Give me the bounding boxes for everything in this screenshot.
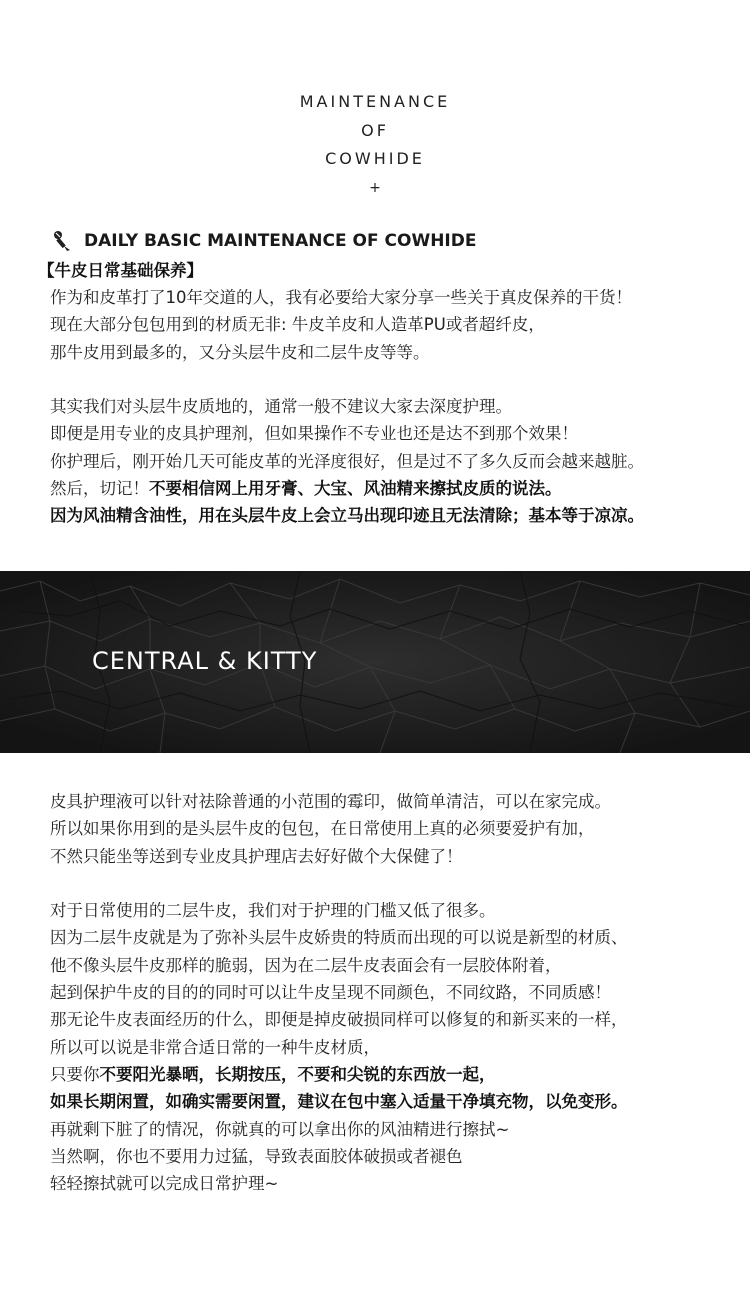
paragraph-line: 现在大部分包包用到的材质无非: 牛皮羊皮和人造革PU或者超纤皮， (50, 315, 545, 335)
paragraph-line: 轻轻擦拭就可以完成日常护理~ (50, 1174, 279, 1194)
paragraph-line: 作为和皮革打了10年交道的人，我有必要给大家分享一些关于真皮保养的干货！ (50, 288, 632, 307)
paragraph-line: 即便是用专业的皮具护理剂，但如果操作不专业也还是达不到那个效果！ (50, 424, 578, 444)
leather-tool-icon (50, 229, 74, 253)
paragraph-line (50, 502, 740, 529)
leather-banner (0, 571, 750, 753)
bold-advice: 如果长期闲置，如确实需要闲置，建议在包中塞入适量干净填充物，以免变形。 (50, 1092, 628, 1112)
paragraph-line (50, 1088, 740, 1115)
paragraph-line: 当然啊，你也不要用力过猛，导致表面胶体破损或者褪色 (50, 1146, 463, 1166)
title-line-cowhide: COWHIDE (325, 149, 425, 168)
plain-text: 只要你 (50, 1064, 100, 1084)
section2-body (50, 788, 740, 1197)
title-line-of: OF (361, 120, 389, 140)
bold-warning: 因为风油精含油性，用在头层牛皮上会立马出现印迹且无法清除；基本等于凉凉。 (50, 506, 644, 526)
section-heading (50, 229, 476, 253)
paragraph-line (50, 1061, 740, 1088)
section1-body (50, 284, 740, 530)
paragraph-line: 再就剩下脏了的情况，你就真的可以拿出你的风油精进行擦拭~ (50, 1119, 510, 1139)
paragraph-line: 你护理后，刚开始几天可能皮革的光泽度很好，但是过不了多久反而会越来越脏。 (50, 451, 644, 471)
bold-warning: 不要相信网上用牙膏、大宝、风油精来擦拭皮质的说法。 (149, 479, 562, 499)
section-subtitle: 【牛皮日常基础保养】 (38, 261, 203, 280)
bold-advice: 不要阳光暴晒，长期按压，不要和尖锐的东西放一起， (99, 1064, 496, 1084)
paragraph-line: 皮具护理液可以针对祛除普通的小范围的霉印，做简单清洁，可以在家完成。 (50, 792, 611, 811)
paragraph-line: 因为二层牛皮就是为了弥补头层牛皮娇贵的特质而出现的可以说是新型的材质、 (50, 928, 628, 948)
title-plus-mark: + (369, 179, 381, 196)
page-title (0, 88, 750, 202)
paragraph-line: 那牛皮用到最多的，又分头层牛皮和二层牛皮等等。 (50, 342, 430, 362)
section-heading-text: DAILY BASIC MAINTENANCE OF COWHIDE (84, 231, 477, 251)
paragraph-line: 对于日常使用的二层牛皮，我们对于护理的门槛又低了很多。 (50, 901, 496, 921)
paragraph-line: 他不像头层牛皮那样的脆弱，因为在二层牛皮表面会有一层胶体附着， (50, 955, 562, 975)
paragraph-line: 那无论牛皮表面经历的什么，即便是掉皮破损同样可以修复的和新买来的一样， (50, 1010, 628, 1030)
paragraph-line: 起到保护牛皮的目的的同时可以让牛皮呈现不同颜色，不同纹路，不同质感！ (50, 983, 611, 1003)
paragraph-line: 其实我们对头层牛皮质地的，通常一般不建议大家去深度护理。 (50, 397, 512, 417)
paragraph-line: 所以如果你用到的是头层牛皮的包包，在日常使用上真的必须要爱护有加， (50, 819, 595, 839)
paragraph-line: 所以可以说是非常合适日常的一种牛皮材质， (50, 1037, 380, 1057)
brand-name: CENTRAL & KITTY (92, 647, 318, 675)
plain-text: 然后，切记！ (50, 479, 149, 499)
paragraph-line (50, 475, 740, 502)
title-line-maintenance: MAINTENANCE (299, 92, 451, 111)
paragraph-line: 不然只能坐等送到专业皮具护理店去好好做个大保健了！ (50, 846, 463, 866)
